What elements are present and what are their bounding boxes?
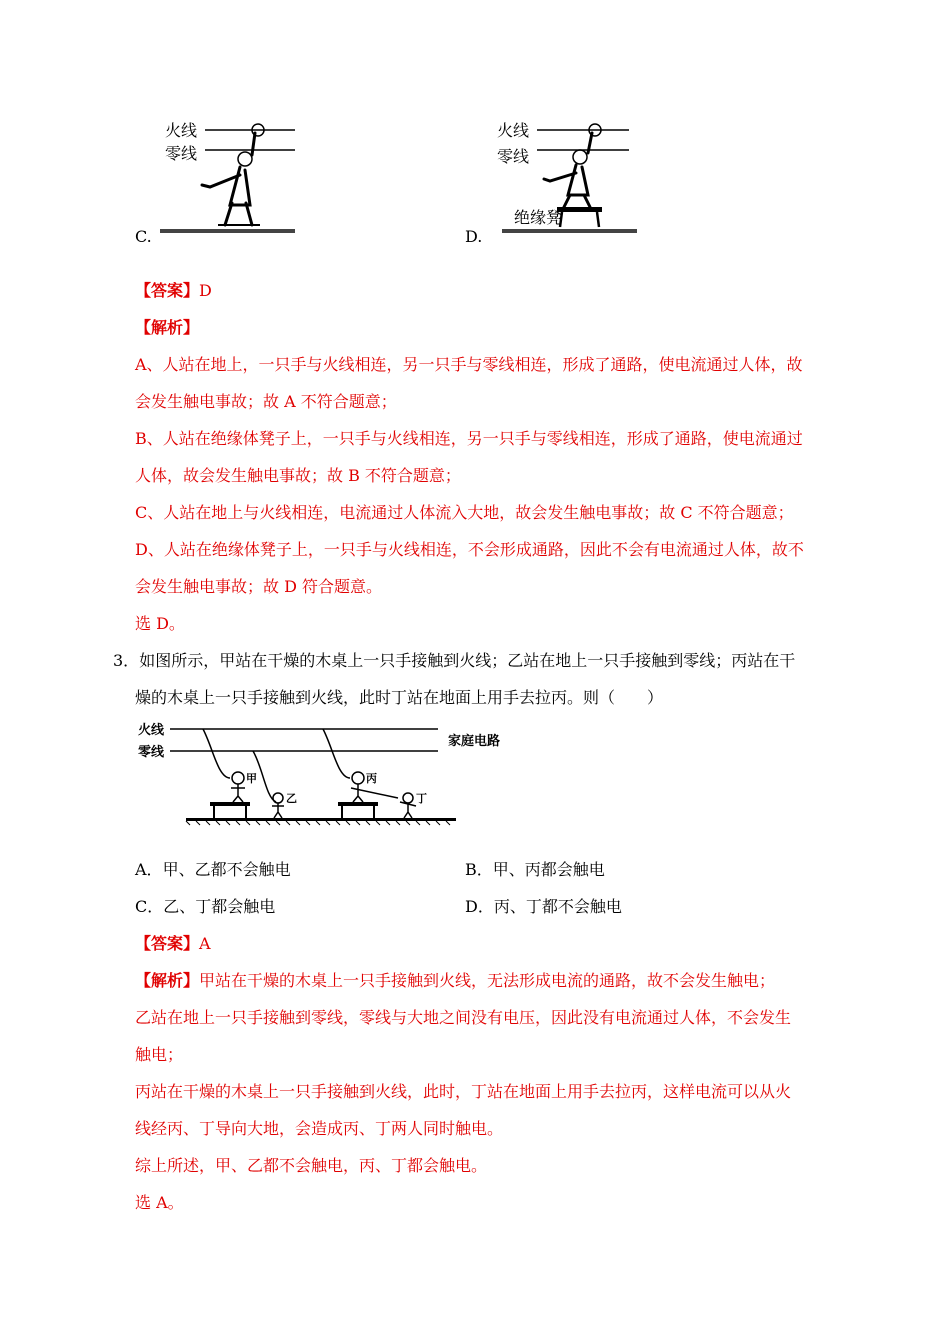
d-neutral-wire-label: 零线 [497,147,530,166]
question-3-stem [113,650,795,672]
q3-person-bing: 丙 [366,772,377,785]
option-c[interactable]: C．乙、丁都会触电 [135,897,276,916]
analysis-2-line: 甲站在干燥的木桌上一只手接触到火线，无法形成电流的通路，故不会发生触电； [199,971,776,990]
answer-1 [135,280,212,302]
option-c-label: C. [135,227,152,246]
option-b[interactable]: B．甲、丙都会触电 [465,860,605,879]
q3-circuit-label: 家庭电路 [448,734,501,749]
analysis-2-line: 触电； [135,1045,184,1064]
answer-2-tag: 【答案】 [135,934,200,953]
question-3-text-1: 如图所示，甲站在干燥的木桌上一只手接触到火线；乙站在地上一只手接触到零线；丙站在干 [139,651,796,670]
d-live-wire-label: 火线 [497,121,530,140]
option-a[interactable]: A．甲、乙都不会触电 [135,860,291,879]
question-3-figure [138,718,508,828]
analysis-2-line: 线经丙、丁导向大地，会造成丙、丁两人同时触电。 [135,1119,504,1138]
analysis-2-line: 综上所述，甲、乙都不会触电，丙、丁都会触电。 [135,1156,488,1175]
figure-d-illustration [492,115,637,240]
analysis-1-line: D、人站在绝缘体凳子上，一只手与火线相连，不会形成通路，因此不会有电流通过人体，故不 [135,540,804,559]
q3-person-ding: 丁 [416,792,427,805]
analysis-1-line: 会发生触电事故；故 D 符合题意。 [135,577,383,596]
q3-person-jia: 甲 [246,772,257,785]
analysis-1-line: A、人站在地上，一只手与火线相连，另一只手与零线相连，形成了通路，使电流通过人体，故 [135,355,803,374]
analysis-1-tag: 【解析】 [135,318,200,337]
analysis-1-line: 人体，故会发生触电事故；故 B 不符合题意； [135,466,461,485]
q3-live-wire-label: 火线 [138,723,165,738]
answer-1-value: D [199,281,212,300]
analysis-2-first [135,970,775,992]
q3-person-yi: 乙 [286,792,297,805]
analysis-1-line: B、人站在绝缘体凳子上，一只手与火线相连，另一只手与零线相连，形成了通路，使电流通过 [135,429,803,448]
analysis-2-line: 乙站在地上一只手接触到零线，零线与大地之间没有电压，因此没有电流通过人体，不会发生 [135,1008,792,1027]
answer-2-value: A [199,934,211,953]
answer-2 [135,933,211,955]
c-live-wire-label: 火线 [165,121,198,140]
analysis-2-tag: 【解析】 [135,971,200,990]
q3-neutral-wire-label: 零线 [138,745,165,760]
question-3-number: 3． [113,651,140,670]
analysis-1-line: C、人站在地上与火线相连，电流通过人体流入大地，故会发生触电事故；故 C 不符合题意； [135,503,794,522]
analysis-1-line: 会发生触电事故；故 A 不符合题意； [135,392,397,411]
analysis-1-line: 选 D。 [135,614,185,633]
option-d-label: D. [465,227,483,246]
option-d[interactable]: D．丙、丁都不会触电 [465,897,622,916]
analysis-2-line: 丙站在干燥的木桌上一只手接触到火线，此时，丁站在地面上用手去拉丙，这样电流可以从火 [135,1082,792,1101]
figure-c-illustration [160,115,295,240]
c-neutral-wire-label: 零线 [165,144,198,163]
question-3-text-2: 燥的木桌上一只手接触到火线，此时丁站在地面上用手去拉丙。则（ ） [135,688,664,707]
answer-1-tag: 【答案】 [135,281,200,300]
analysis-2-line: 选 A。 [135,1193,184,1212]
d-stool-label: 绝缘凳 [514,208,563,227]
